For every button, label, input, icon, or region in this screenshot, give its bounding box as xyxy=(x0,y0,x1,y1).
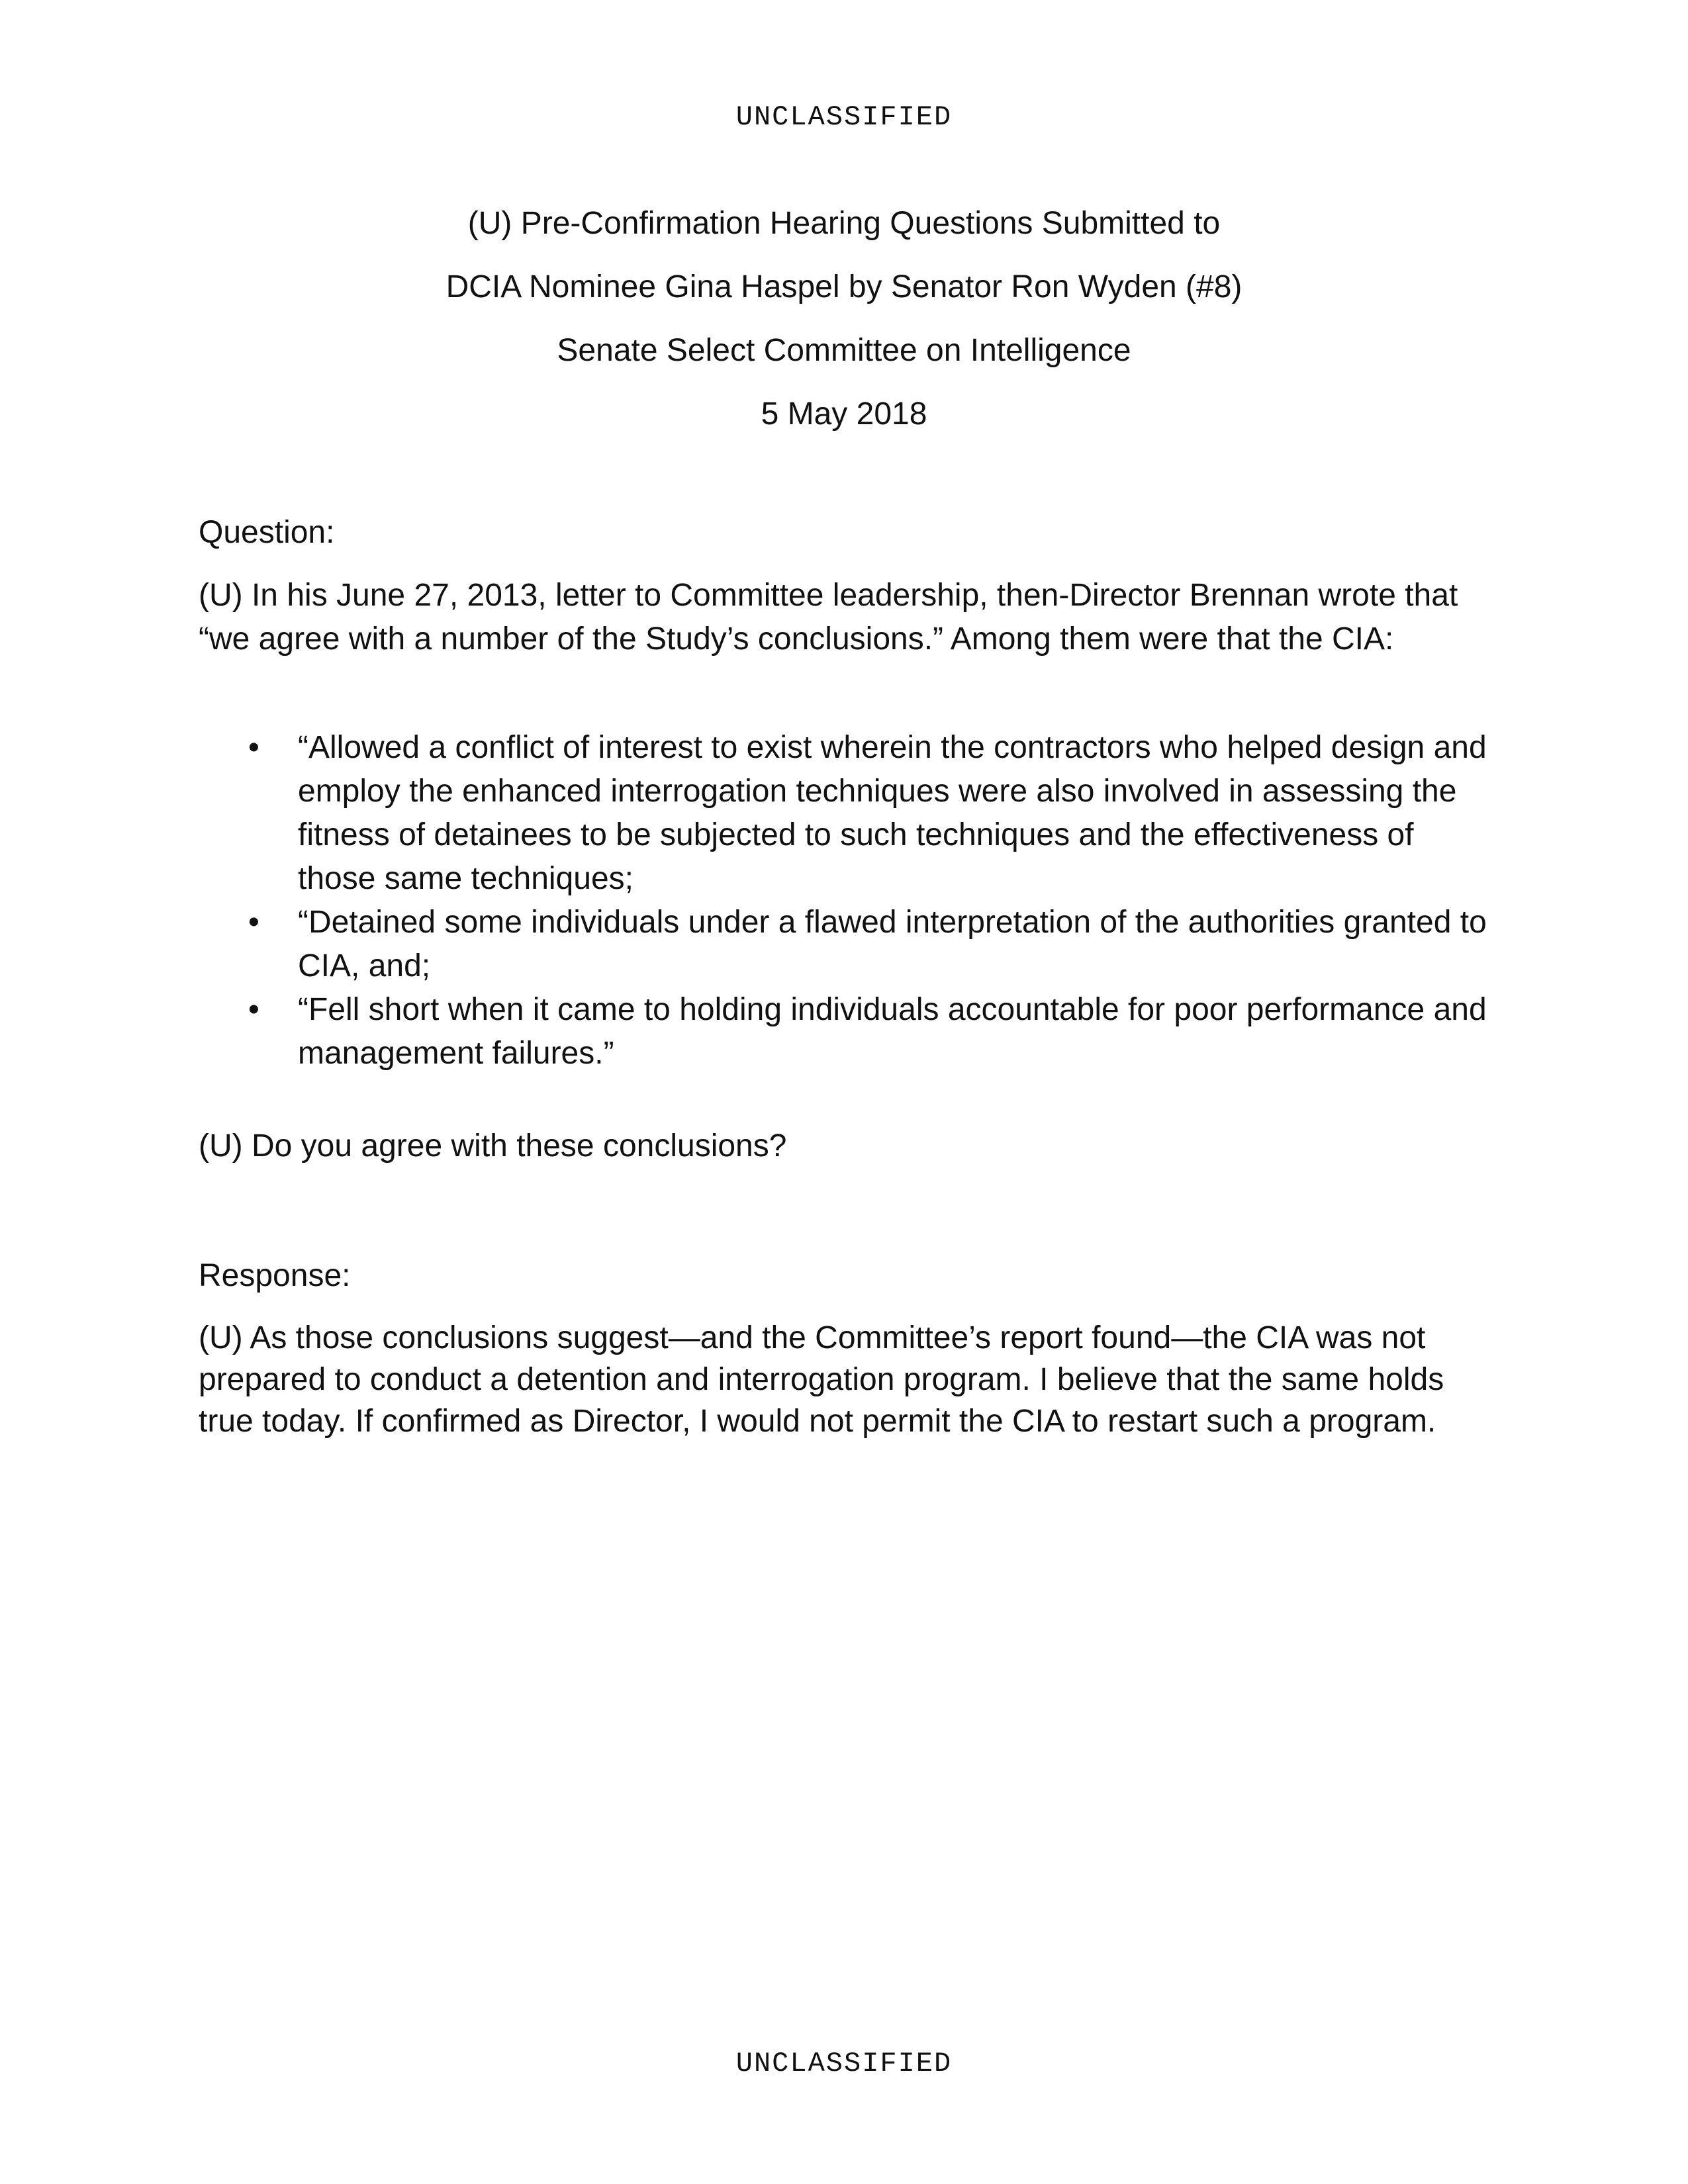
bullet-icon: • xyxy=(248,992,259,1027)
top-classification-marking: UNCLASSIFIED xyxy=(735,101,953,133)
conclusions-bullet-list xyxy=(199,726,1489,1075)
bullet-icon: • xyxy=(248,730,259,765)
bullet-text: “Fell short when it came to holding individuals accountable for poor performance and management failures.” xyxy=(298,992,1487,1071)
title-line-2: DCIA Nominee Gina Haspel by Senator Ron Wyden (#8) xyxy=(445,269,1243,304)
document-title xyxy=(0,192,1688,446)
title-line-3: Senate Select Committee on Intelligence xyxy=(557,333,1131,368)
question-followup: (U) Do you agree with these conclusions? xyxy=(199,1128,787,1163)
bullet-item xyxy=(199,901,1489,988)
question-heading: Question: xyxy=(199,515,335,550)
question-intro-paragraph: (U) In his June 27, 2013, letter to Committee leadership, then-Director Brennan wrote that “we agree with a number of the Study’s conclusions.” Among them were that the CIA: xyxy=(199,578,1458,657)
bullet-icon: • xyxy=(248,905,259,940)
bullet-text: “Detained some individuals under a flawed interpretation of the authorities granted to CIA, and; xyxy=(298,905,1487,983)
title-line-1: (U) Pre-Confirmation Hearing Questions Submitted to xyxy=(467,206,1221,241)
response-heading: Response: xyxy=(199,1258,351,1293)
response-paragraph: (U) As those conclusions suggest—and the Committee’s report found—the CIA was not prepared to conduct a detention and interrogation program. I believe that the same holds true today. If confirmed as Director, I would not permit the CIA to restart such a program. xyxy=(199,1320,1444,1439)
bullet-item xyxy=(199,726,1489,901)
bottom-classification-marking: UNCLASSIFIED xyxy=(735,2048,953,2079)
document-date: 5 May 2018 xyxy=(761,396,927,432)
bullet-item xyxy=(199,988,1489,1075)
bullet-text: “Allowed a conflict of interest to exist wherein the contractors who helped design and employ the enhanced interrogation techniques were also involved in assessing the fitness of detainees to be subjected to such techniques and the effectiveness of those same techniques; xyxy=(298,730,1487,896)
